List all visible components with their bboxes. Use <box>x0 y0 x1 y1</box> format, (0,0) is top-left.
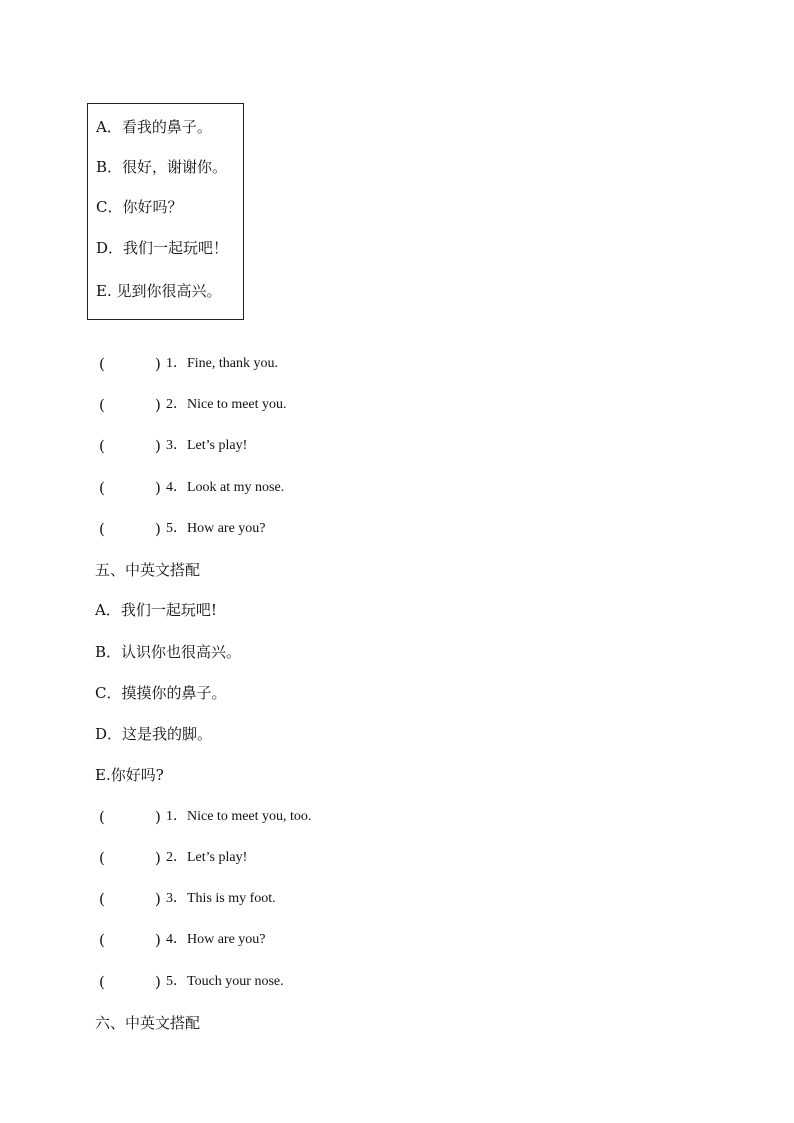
section-five-option-a: A．我们一起玩吧! <box>95 601 217 619</box>
answer-blank-open[interactable]: ( <box>99 890 105 908</box>
section-five-option-e: E.你好吗? <box>95 766 164 784</box>
question-text: 3．This is my foot. <box>166 891 276 906</box>
answer-blank-close: ) <box>155 890 161 908</box>
question-text: 4．Look at my nose. <box>166 480 285 495</box>
box-option-c: C．你好吗？ <box>96 198 183 216</box>
answer-blank-open[interactable]: ( <box>99 396 105 414</box>
options-box <box>87 103 244 320</box>
answer-blank-close: ) <box>155 849 161 867</box>
answer-blank-close: ) <box>155 437 161 455</box>
question-text: 1．Fine, thank you. <box>166 356 278 371</box>
answer-blank-open[interactable]: ( <box>99 931 105 949</box>
question-text: 2．Nice to meet you. <box>166 397 287 412</box>
answer-blank-close: ) <box>155 520 161 538</box>
answer-blank-close: ) <box>155 355 161 373</box>
answer-blank-open[interactable]: ( <box>99 973 105 991</box>
box-option-e: E. 见到你很高兴。 <box>96 282 222 300</box>
answer-blank-open[interactable]: ( <box>99 520 105 538</box>
question-text: 2．Let’s play! <box>166 850 248 865</box>
section-five-heading: 五、中英文搭配 <box>95 561 201 579</box>
answer-blank-close: ) <box>155 973 161 991</box>
question-text: 1．Nice to meet you, too. <box>166 809 312 824</box>
question-text: 3．Let’s play! <box>166 438 248 453</box>
answer-blank-open[interactable]: ( <box>99 808 105 826</box>
box-option-d: D．我们一起玩吧！ <box>96 239 229 257</box>
question-text: 5．Touch your nose. <box>166 974 284 989</box>
question-text: 4．How are you? <box>166 932 266 947</box>
answer-blank-close: ) <box>155 479 161 497</box>
section-five-option-b: B．认识你也很高兴。 <box>95 643 242 661</box>
box-option-b: B．很好，谢谢你。 <box>96 158 228 176</box>
answer-blank-open[interactable]: ( <box>99 437 105 455</box>
answer-blank-close: ) <box>155 808 161 826</box>
question-text: 5．How are you? <box>166 521 266 536</box>
answer-blank-open[interactable]: ( <box>99 355 105 373</box>
answer-blank-open[interactable]: ( <box>99 479 105 497</box>
answer-blank-open[interactable]: ( <box>99 849 105 867</box>
section-five-option-c: C．摸摸你的鼻子。 <box>95 684 227 702</box>
answer-blank-close: ) <box>155 396 161 414</box>
section-five-option-d: D．这是我的脚。 <box>95 725 213 743</box>
section-six-heading: 六、中英文搭配 <box>95 1014 201 1032</box>
box-option-a: A．看我的鼻子。 <box>96 118 212 136</box>
answer-blank-close: ) <box>155 931 161 949</box>
